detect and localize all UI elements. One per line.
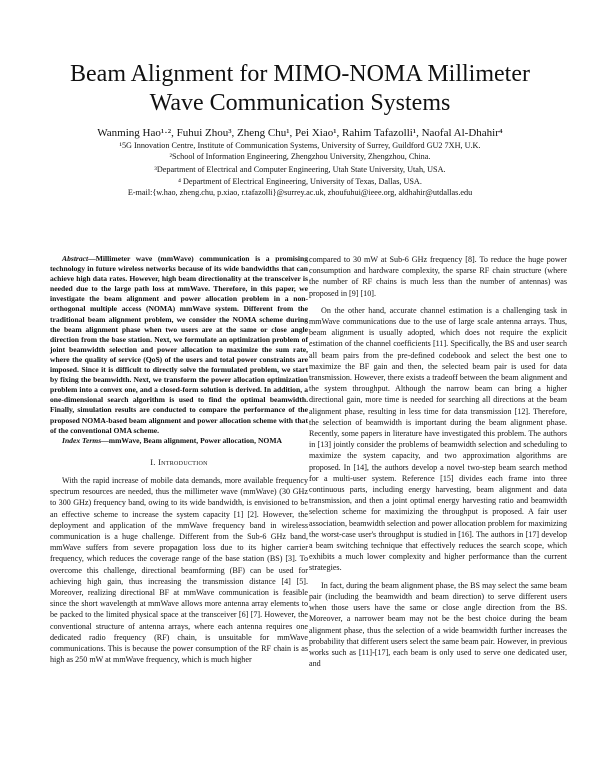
abstract	[50, 254, 308, 446]
intro-paragraph-continued: compared to 30 mW at Sub-6 GHz frequency [8]. To reduce the huge power consumption and hardware complexity, the sparse RF chain structure (where the number of RF chains is much less than the number of antennas) was proposed in [9] [10].	[309, 255, 567, 298]
author-list: Wanming Hao¹·², Fuhui Zhou³, Zheng Chu¹, Pei Xiao¹, Rahim Tafazolli¹, Naofal Al-Dhahir⁴	[97, 127, 503, 139]
left-column	[50, 254, 308, 665]
section-heading-introduction: I. Introduction	[150, 457, 208, 467]
affiliation-2: ²School of Information Engineering, Zhengzhou University, Zhengzhou, China.	[169, 152, 431, 161]
title-line-1: Beam Alignment for MIMO-NOMA Millimeter	[70, 61, 530, 87]
abstract-label: Abstract	[62, 254, 89, 263]
affiliation-4: ⁴ Department of Electrical Engineering, University of Texas, Dallas, USA.	[178, 177, 422, 186]
paper-title	[0, 60, 600, 118]
abstract-text: —Millimeter wave (mmWave) communication is a promising technology in future wireless networks because of its wide bandwidths that can achieve high data rates. However, high beam directionality at the transceiver is needed due to the large path loss at mmWave. Therefore, in this paper, we investigate the beam alignment and power allocation problem in a non-orthogonal multiple access (NOMA) mmWave system. Different from the traditional beam alignment problem, we consider the NOMA scheme during the beam alignment phase when two users are at the same or close angle direction from the base station. Next, we formulate an optimization problem of joint beamwidth selection and power allocation to maximize the sum rate, where the quality of service (QoS) of the users and total power constraints are imposed. Since it is difficult to directly solve the formulated problem, we start by fixing the beamwidth. Next, we transform the power allocation optimization problem into a convex one, and a closed-form solution is derived. In addition, a one-dimensional search algorithm is used to find the optimal beamwidth. Finally, simulation results are conducted to compare the performance of the proposed NOMA-based beam alignment and power allocation scheme with that of the conventional OMA scheme.	[50, 254, 308, 435]
affiliation-1: ¹5G Innovation Centre, Institute of Communication Systems, University of Surrey, Guildford GU2 7XH, U.K.	[119, 141, 481, 150]
index-terms-text: —mmWave, Beam alignment, Power allocation, NOMA	[101, 435, 282, 445]
intro-paragraph-1: With the rapid increase of mobile data demands, more available frequency spectrum resources are needed, thus the millimeter wave (mmWave) (30 GHz to 300 GHz) frequency band, owing to its wide bandwidth, is envisioned to be an effective scheme to increase the system capacity [1] [2]. However, the deployment and application of the mmWave frequency band in wireless communication is a huge challenge. Different from the Sub-6 GHz band, mmWave suffers from severe propagation loss due to its higher carrier frequency, which reduces the coverage range of the base station (BS) [3]. To overcome this challenge, directional beamforming (BF) can be used for achieving high gain, thus increasing the transmission distance [4] [5]. Moreover, realizing directional BF at mmWave communication is feasible since the short wavelength at mmWave allows more antenna array elements to be packed to the limited physical space at the transceiver [6] [7]. However, the conventional structure of antenna arrays, where each antenna requires one dedicated radio frequency (RF) chain, is unsuitable for mmWave communications. This is because the power consumption of the RF chain is as high as 250 mW at mmWave frequency, which is much higher	[50, 475, 308, 665]
intro-paragraph-2: On the other hand, accurate channel estimation is a challenging task in mmWave communications due to the use of large scale antenna arrays. Thus, beam alignment is usually adopted, which does not require the explicit estimation of the channel coefficients [11]. Specifically, the BS and user search all beam pairs from the pre-defined codebook and select the best one to maximize the BF gain and then, the selected beam pair is used for data transmission. However, there exists a tradeoff between the beam alignment and the system throughput. Although the narrow beam can bring a higher directional gain, more time is needed for searching all directions at the beam alignment phase, resulting in less time for data transmission [12]. Therefore, the selection of beamwidth is important during the beam alignment phase. Recently, some papers in literature have investigated this problem. The authors in [13] jointly consider the problems of beamwidth selection and scheduling to maximize the system capacity, and two approximation algorithms are proposed. In [14], the authors develop a novel two-step beam search method for a multi-user system. Reference [15] divides each frame into three continuous parts, including energy harvesting, beam alignment and data transmission, and then a joint optimal energy harvesting ratio and beamwidth selection scheme for maximizing the throughput is proposed. A fair user association, beamwidth selection and power allocation problem for maximizing the worst-case user's throughput is studied in [16]. The authors in [17] develop a beam switching technique that effectively reduces the search scope, which exhibits a much lower complexity and higher performance than the current strategies.	[309, 305, 567, 573]
contact-emails: E-mail:{w.hao, zheng.chu, p.xiao, r.tafazolli}@surrey.ac.uk, zhoufuhui@ieee.org, aldhahir@utdallas.edu	[127, 188, 473, 197]
index-terms-label: Index Terms	[62, 435, 102, 445]
intro-paragraph-3: In fact, during the beam alignment phase, the BS may select the same beam pair (including the beamwidth and beam direction) to serve different users when those users have the same or close angle direction from the BS. Moreover, a narrower beam may not be the best choice during the beam alignment phase, thus the selection of a wide beamwidth further increases the probability that different users select the same beam pair. However, in previous works such as [11]-[17], each beam is only used to serve one dedicated user, and	[309, 580, 567, 669]
right-column	[309, 254, 567, 669]
title-line-2: Wave Communication Systems	[149, 90, 451, 116]
affiliation-3: ³Department of Electrical and Computer Engineering, Utah State University, Utah, USA.	[154, 165, 446, 174]
